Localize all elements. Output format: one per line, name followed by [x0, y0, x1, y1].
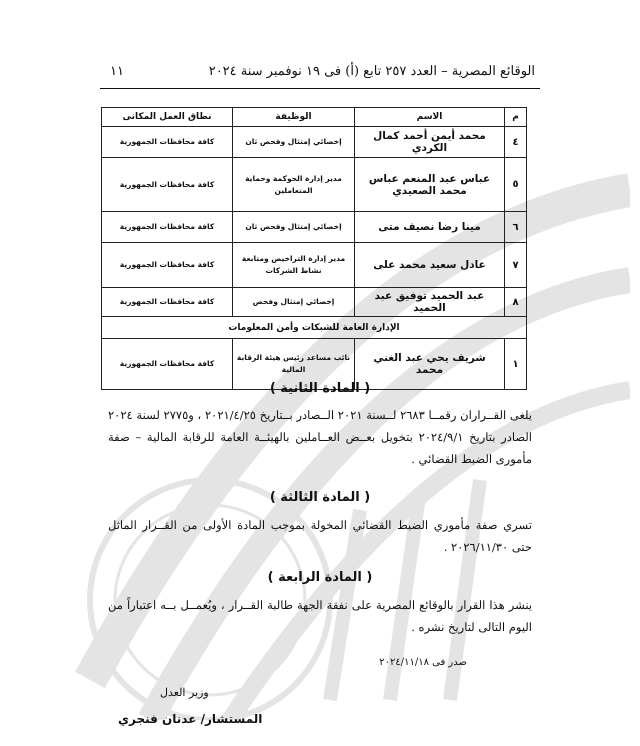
- employee-area: كافة محافظات الجمهورية: [102, 243, 233, 288]
- employee-job: مدير إدارة التراخيص ومتابعة نشاط الشركات: [233, 243, 355, 288]
- issue-date: صدر فى ٢٠٢٤/١١/١٨: [379, 657, 467, 668]
- employee-area: كافة محافظات الجمهورية: [102, 288, 233, 317]
- employee-area: كافة محافظات الجمهورية: [102, 158, 233, 212]
- row-number: ٤: [505, 127, 527, 158]
- article-2-text: يلغى القــراران رقمــا ٢٦٨٣ لــسنة ٢٠٢١ الــصادر بــتاريخ ٢٠٢١/٤/٢٥ ، و٢٧٧٥ لسنة ٢٠٢٤ الصادر بتاريخ ٢٠٢٤/٩/١ بتخويل بعــض العــاملين بالهيئــة العامة للرقابة المالية – صفة مأمورى الضبط القضائي .: [108, 408, 533, 466]
- minister-title: وزير العدل: [160, 686, 209, 699]
- employee-job: مدير إدارة الحوكمة وحماية المتعاملين: [233, 158, 355, 212]
- col-header-job: الوظيفة: [233, 108, 355, 127]
- article-3-title: ( المادة الثالثة ): [269, 490, 371, 505]
- article-3-text: تسري صفة مأموري الضبط القضائي المخولة بموجب المادة الأولى من القــرار الماثل حتى ٢٠٢٦/١١/٣٠ .: [108, 518, 532, 554]
- page-number: ١١: [110, 64, 124, 79]
- col-header-name: الاسم: [355, 108, 505, 127]
- article-2-title: ( المادة الثانية ): [269, 381, 371, 396]
- section-header-row: [102, 317, 527, 339]
- employee-area: كافة محافظات الجمهورية: [102, 339, 233, 390]
- employee-name: عادل سعيد محمد على: [355, 243, 505, 288]
- employee-area: كافة محافظات الجمهورية: [102, 212, 233, 243]
- employee-name: عبد الحميد توفيق عبد الحميد: [355, 288, 505, 317]
- employee-job: إخصائي إمتثال وفحص ثان: [233, 212, 355, 243]
- table-row: [102, 158, 527, 212]
- employee-name: شريف يحي عبد الغني محمد: [355, 339, 505, 390]
- row-number: ١: [505, 339, 527, 390]
- employee-job: نائب مساعد رئيس هيئة الرقابة المالية: [233, 339, 355, 390]
- section-title: الإدارة العامة للشبكات وأمن المعلومات: [102, 317, 527, 339]
- signatory-name: المستشار/ عدنان فنجري: [118, 712, 263, 726]
- employee-name: عباس عبد المنعم عباس محمد الصعيدي: [355, 158, 505, 212]
- page-header: [110, 64, 535, 79]
- row-number: ٧: [505, 243, 527, 288]
- table-row: [102, 212, 527, 243]
- table-row: [102, 288, 527, 317]
- employee-job: إخصائي إمتثال وفحص: [233, 288, 355, 317]
- employee-name: محمد أيمن أحمد كمال الكردي: [355, 127, 505, 158]
- article-4-title: ( المادة الرابعة ): [267, 570, 373, 585]
- employee-name: مينا رضا نصيف متى: [355, 212, 505, 243]
- gazette-issue-line: الوقائع المصرية – العدد ٢٥٧ تابع (أ) فى ١٩ نوفمبر سنة ٢٠٢٤: [208, 64, 535, 79]
- employee-area: كافة محافظات الجمهورية: [102, 127, 233, 158]
- col-header-area: نطاق العمل المكانى: [102, 108, 233, 127]
- header-divider: [100, 88, 540, 89]
- employee-job: إخصائي إمتثال وفحص ثان: [233, 127, 355, 158]
- row-number: ٥: [505, 158, 527, 212]
- table-row: [102, 243, 527, 288]
- authorized-staff-table: [101, 107, 527, 390]
- row-number: ٦: [505, 212, 527, 243]
- row-number: ٨: [505, 288, 527, 317]
- table-row: [102, 127, 527, 158]
- article-4-text: ينشر هذا القرار بالوقائع المصرية على نفقة الجهة طالبة القــرار ، ويُعمــل بــه اعتباراً من اليوم التالى لتاريخ نشره .: [108, 598, 532, 634]
- table-header-row: [102, 108, 527, 127]
- col-header-number: م: [505, 108, 527, 127]
